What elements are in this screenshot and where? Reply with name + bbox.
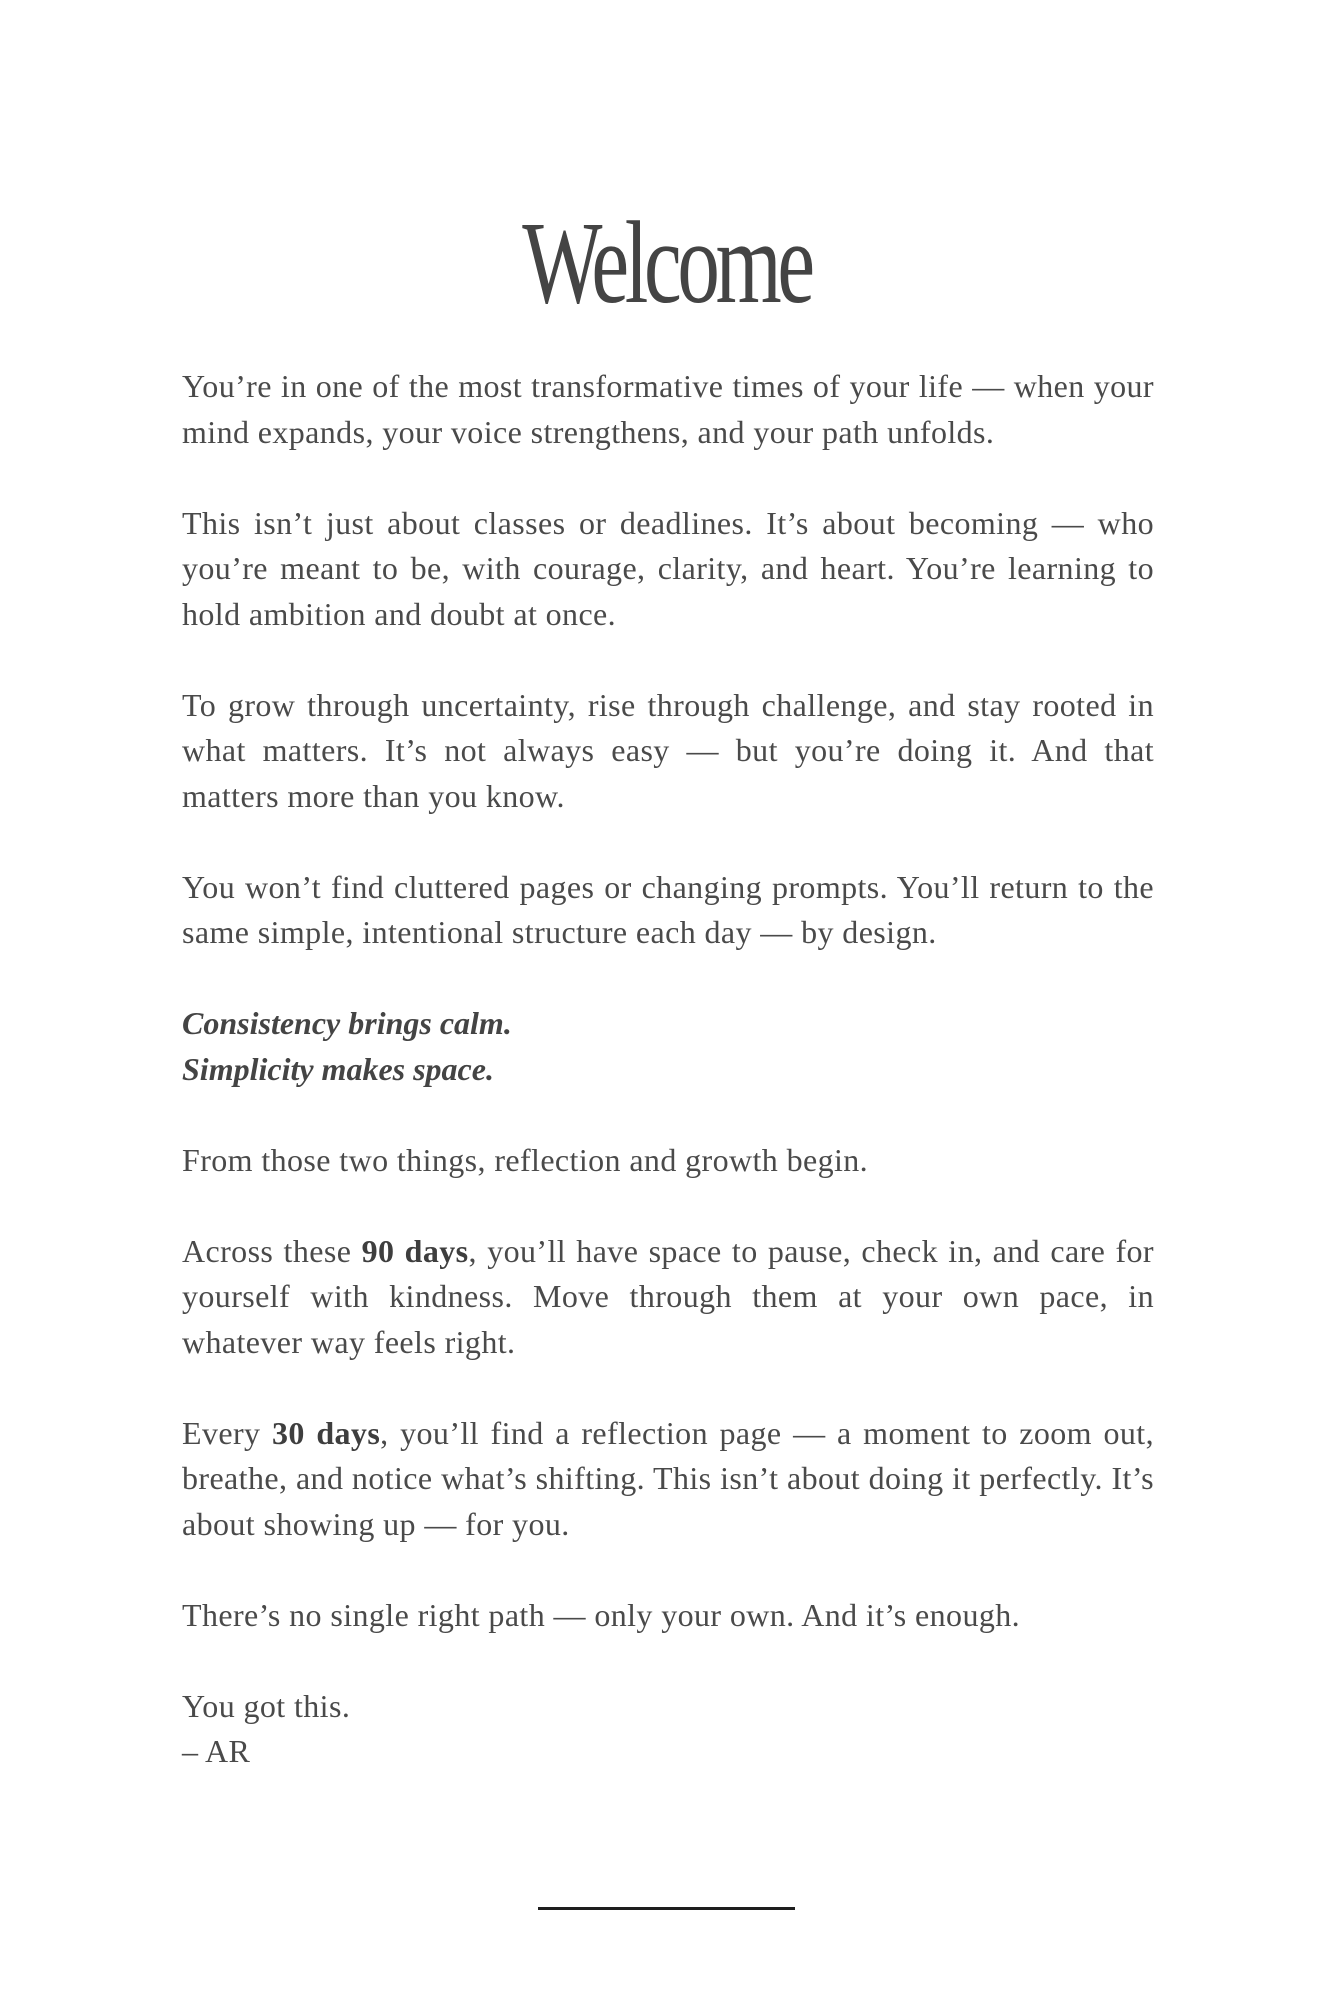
- welcome-letter: [182, 364, 1154, 1820]
- emphasis-line-consistency: Consistency brings calm.: [182, 1005, 512, 1041]
- paragraph-reflection: From those two things, reflection and growth begin.: [182, 1141, 869, 1178]
- days90-before: Across these: [182, 1232, 362, 1269]
- days90-highlight: 90 days: [361, 1232, 469, 1269]
- signoff-author: – AR: [182, 1733, 251, 1769]
- days30-highlight: 30 days: [271, 1414, 381, 1451]
- paragraph-path: There’s no single right path — only your own. And it’s enough.: [182, 1596, 1021, 1633]
- paragraph-becoming: This isn’t just about classes or deadlines. It’s about becoming — who you’re meant to be, with courage, clarity, and heart. You’re learning to hold ambition and doubt at once.: [182, 504, 1154, 632]
- days30-after: , you’ll find a reflection page — a moment to zoom out, breathe, and notice what’s shifting. This isn’t about doing it perfectly. It’s about showing up — for you.: [182, 1414, 1154, 1542]
- paragraph-90-days: [182, 1229, 1154, 1366]
- page-title: Welcome: [522, 197, 811, 328]
- bottom-divider: [538, 1907, 795, 1910]
- signoff: [182, 1684, 1154, 1775]
- signoff-line: You got this.: [182, 1687, 351, 1724]
- days90-after: , you’ll have space to pause, check in, and care for yourself with kindness. Move through them at your own pace, in whatever way feels right.: [182, 1232, 1154, 1360]
- paragraph-30-days: [182, 1411, 1154, 1548]
- emphasis-line-simplicity: Simplicity makes space.: [182, 1050, 494, 1087]
- paragraph-growth: To grow through uncertainty, rise through challenge, and stay rooted in what matters. It’s not always easy — but you’re doing it. And that matters more than you know.: [182, 686, 1154, 814]
- paragraph-intro: You’re in one of the most transformative times of your life — when your mind expands, your voice strengthens, and your path unfolds.: [182, 368, 1154, 450]
- paragraph-structure: You won’t find cluttered pages or changing prompts. You’ll return to the same simple, intentional structure each day — by design.: [182, 868, 1154, 950]
- emphasis-block: [182, 1001, 1154, 1092]
- days30-before: Every: [182, 1414, 272, 1451]
